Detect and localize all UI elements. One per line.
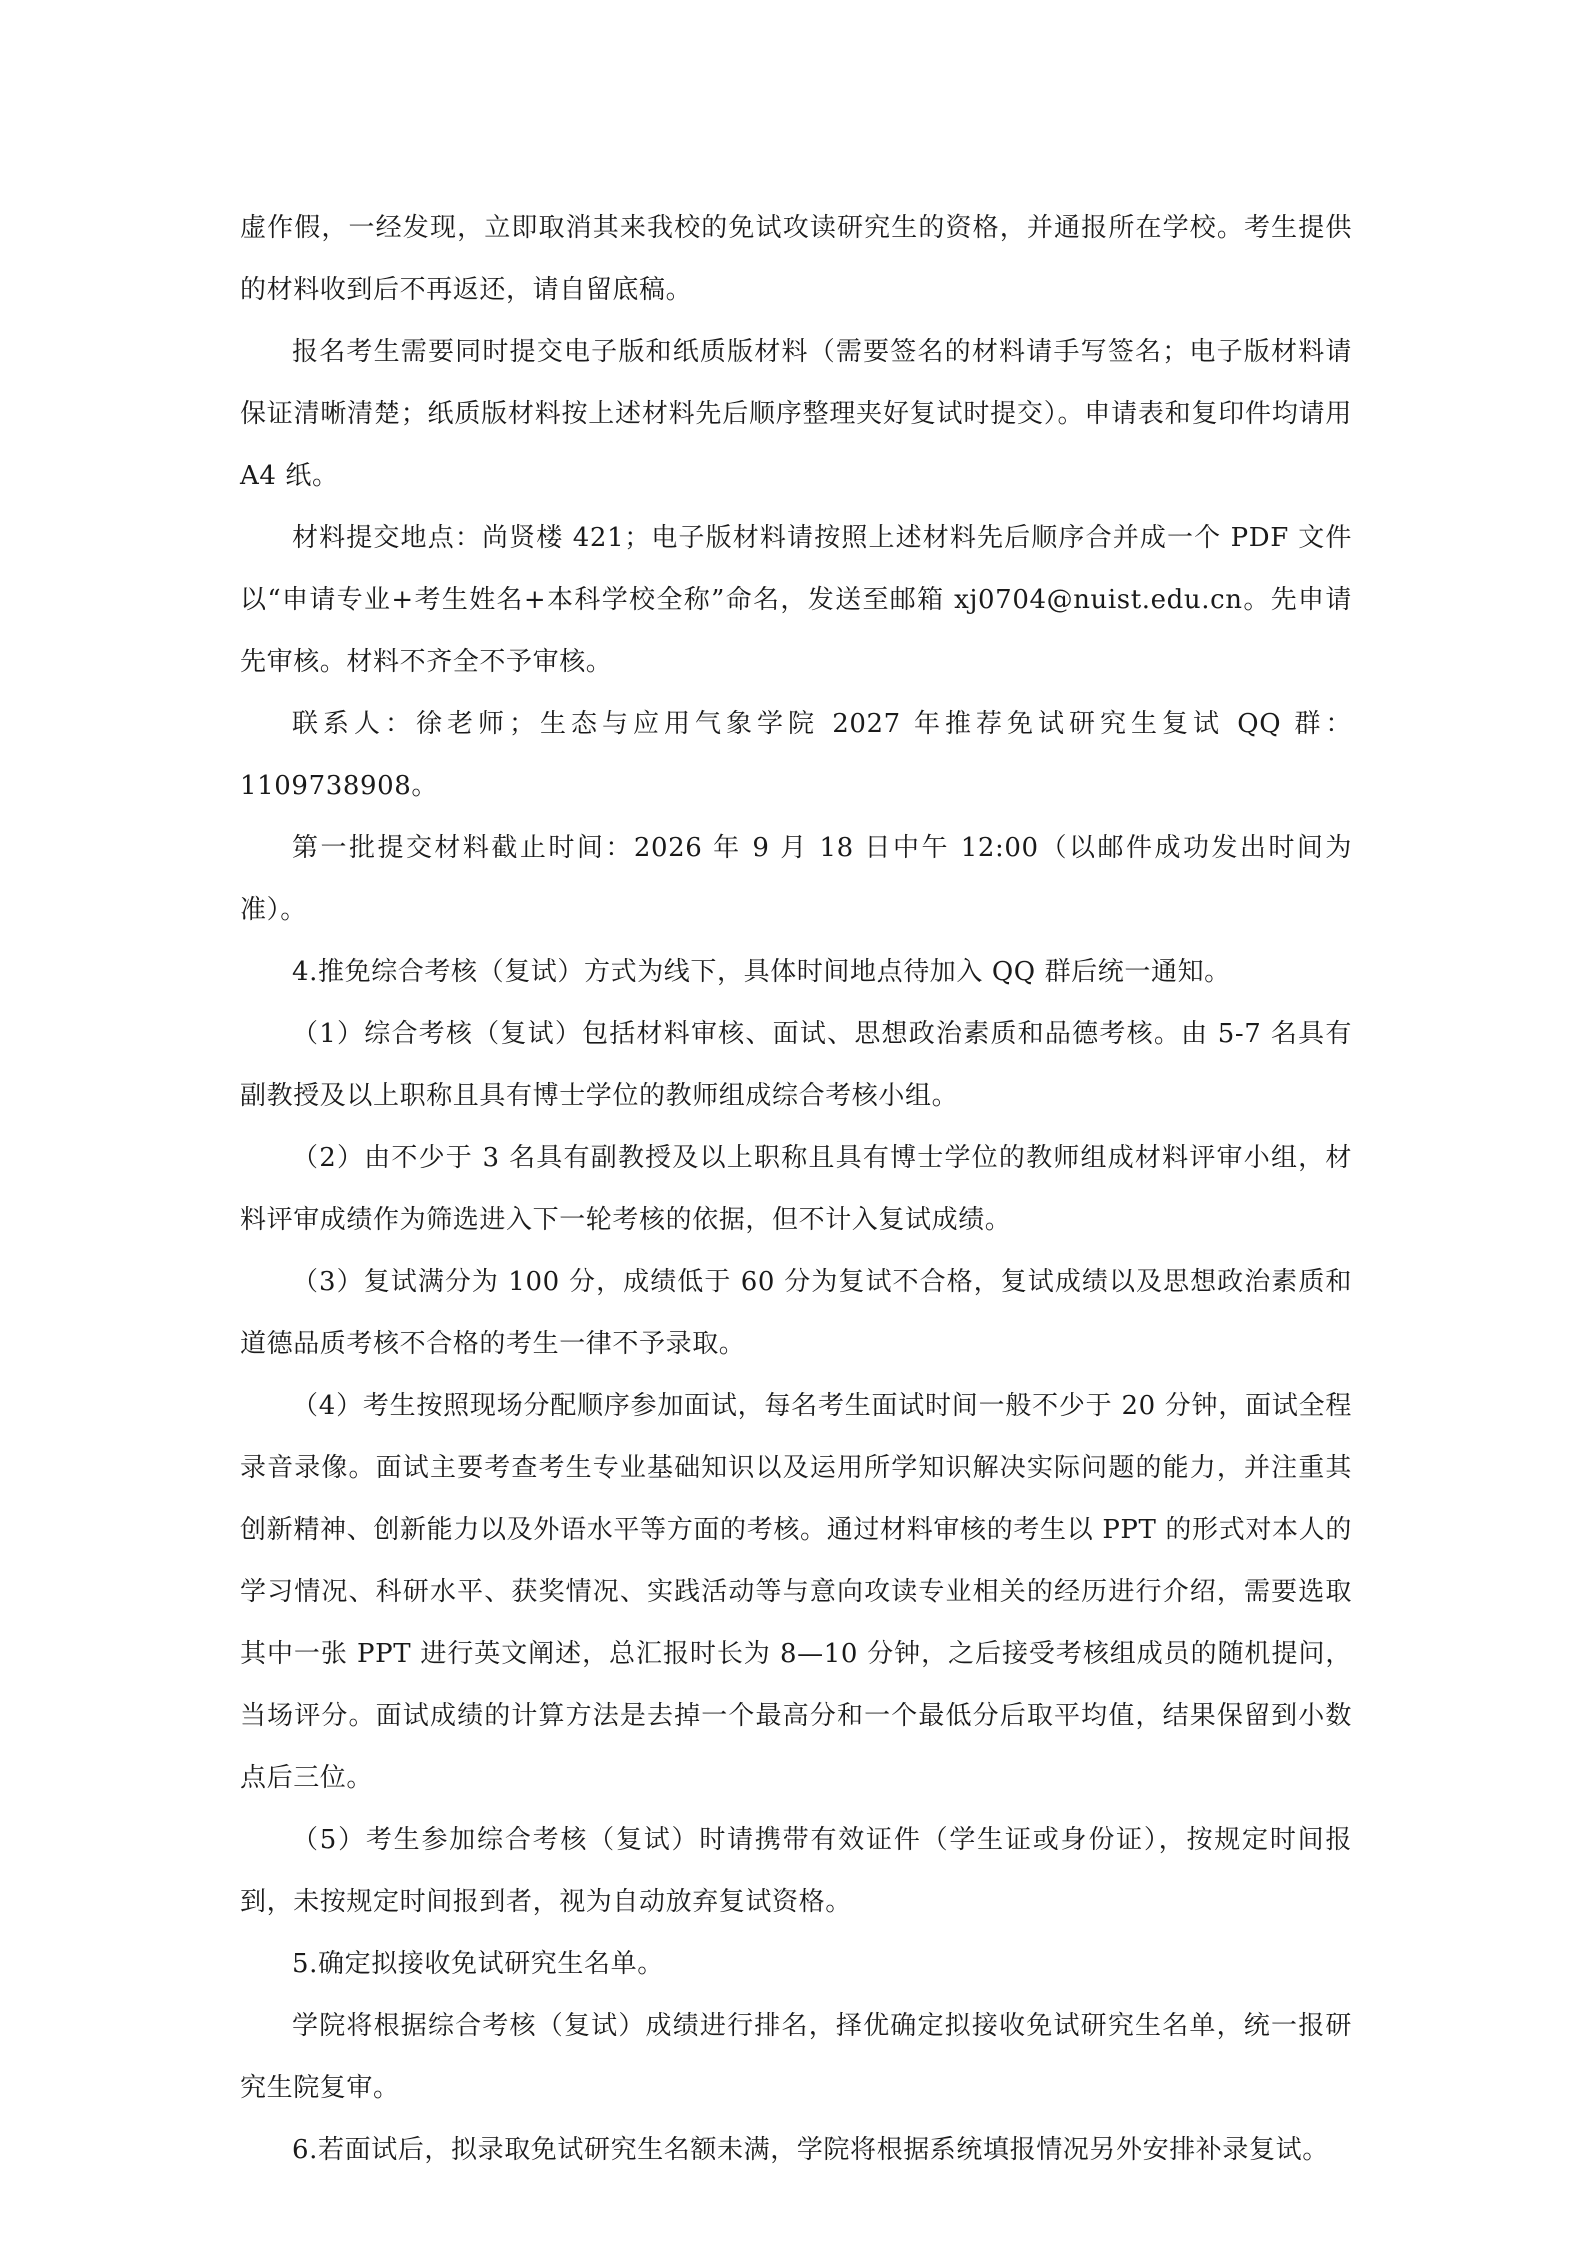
paragraph-continuation-fraud-clause: 虚作假，一经发现，立即取消其来我校的免试攻读研究生的资格，并通报所在学校。考生提供的材料收到后不再返还，请自留底稿。 — [240, 213, 1352, 305]
document-body — [240, 197, 1352, 2181]
section-heading-4-assessment-method: 4.推免综合考核（复试）方式为线下，具体时间地点待加入 QQ 群后统一通知。 — [292, 957, 1231, 987]
section-heading-5-admission-list: 5.确定拟接收免试研究生名单。 — [292, 1949, 664, 1979]
paragraph-4-2-material-review-panel: （2）由不少于 3 名具有副教授及以上职称且具有博士学位的教师组成材料评审小组，材料评审成绩作为筛选进入下一轮考核的依据，但不计入复试成绩。 — [240, 1143, 1352, 1235]
section-heading-6-supplementary-interview: 6.若面试后，拟录取免试研究生名额未满，学院将根据系统填报情况另外安排补录复试。 — [292, 2135, 1329, 2165]
paragraph-4-1-assessment-components: （1）综合考核（复试）包括材料审核、面试、思想政治素质和品德考核。由 5-7 名具有副教授及以上职称且具有博士学位的教师组成综合考核小组。 — [240, 1019, 1352, 1111]
paragraph-4-4-interview-procedure: （4）考生按照现场分配顺序参加面试，每名考生面试时间一般不少于 20 分钟，面试全程录音录像。面试主要考查考生专业基础知识以及运用所学知识解决实际问题的能力，并注重其创新精神、创新能力以及外语水平等方面的考核。通过材料审核的考生以 PPT 的形式对本人的学习情况、科研水平、获奖情况、实践活动等与意向攻读专业相关的经历进行介绍，需要选取其中一张 PPT 进行英文阐述，总汇报时长为 8—10 分钟，之后接受考核组成员的随机提问，当场评分。面试成绩的计算方法是去掉一个最高分和一个最低分后取平均值，结果保留到小数点后三位。 — [240, 1391, 1352, 1793]
paragraph-5-ranking: 学院将根据综合考核（复试）成绩进行排名，择优确定拟接收免试研究生名单，统一报研究生院复审。 — [240, 2011, 1352, 2103]
paragraph-submission-format: 报名考生需要同时提交电子版和纸质版材料（需要签名的材料请手写签名；电子版材料请保证清晰清楚；纸质版材料按上述材料先后顺序整理夹好复试时提交）。申请表和复印件均请用 A4 纸。 — [240, 337, 1352, 491]
paragraph-submission-location: 材料提交地点：尚贤楼 421；电子版材料请按照上述材料先后顺序合并成一个 PDF 文件以“申请专业+考生姓名+本科学校全称”命名，发送至邮箱 xj0704@nuist.edu.cn。先申请先审核。材料不齐全不予审核。 — [240, 523, 1352, 677]
paragraph-4-5-identification-requirement: （5）考生参加综合考核（复试）时请携带有效证件（学生证或身份证），按规定时间报到，未按规定时间报到者，视为自动放弃复试资格。 — [240, 1825, 1352, 1917]
paragraph-4-3-scoring-rules: （3）复试满分为 100 分，成绩低于 60 分为复试不合格，复试成绩以及思想政治素质和道德品质考核不合格的考生一律不予录取。 — [240, 1267, 1352, 1359]
paragraph-submission-deadline: 第一批提交材料截止时间：2026 年 9 月 18 日中午 12:00（以邮件成功发出时间为准）。 — [240, 833, 1352, 925]
paragraph-contact-info: 联系人：徐老师；生态与应用气象学院 2027 年推荐免试研究生复试 QQ 群：1109738908。 — [240, 709, 1352, 801]
